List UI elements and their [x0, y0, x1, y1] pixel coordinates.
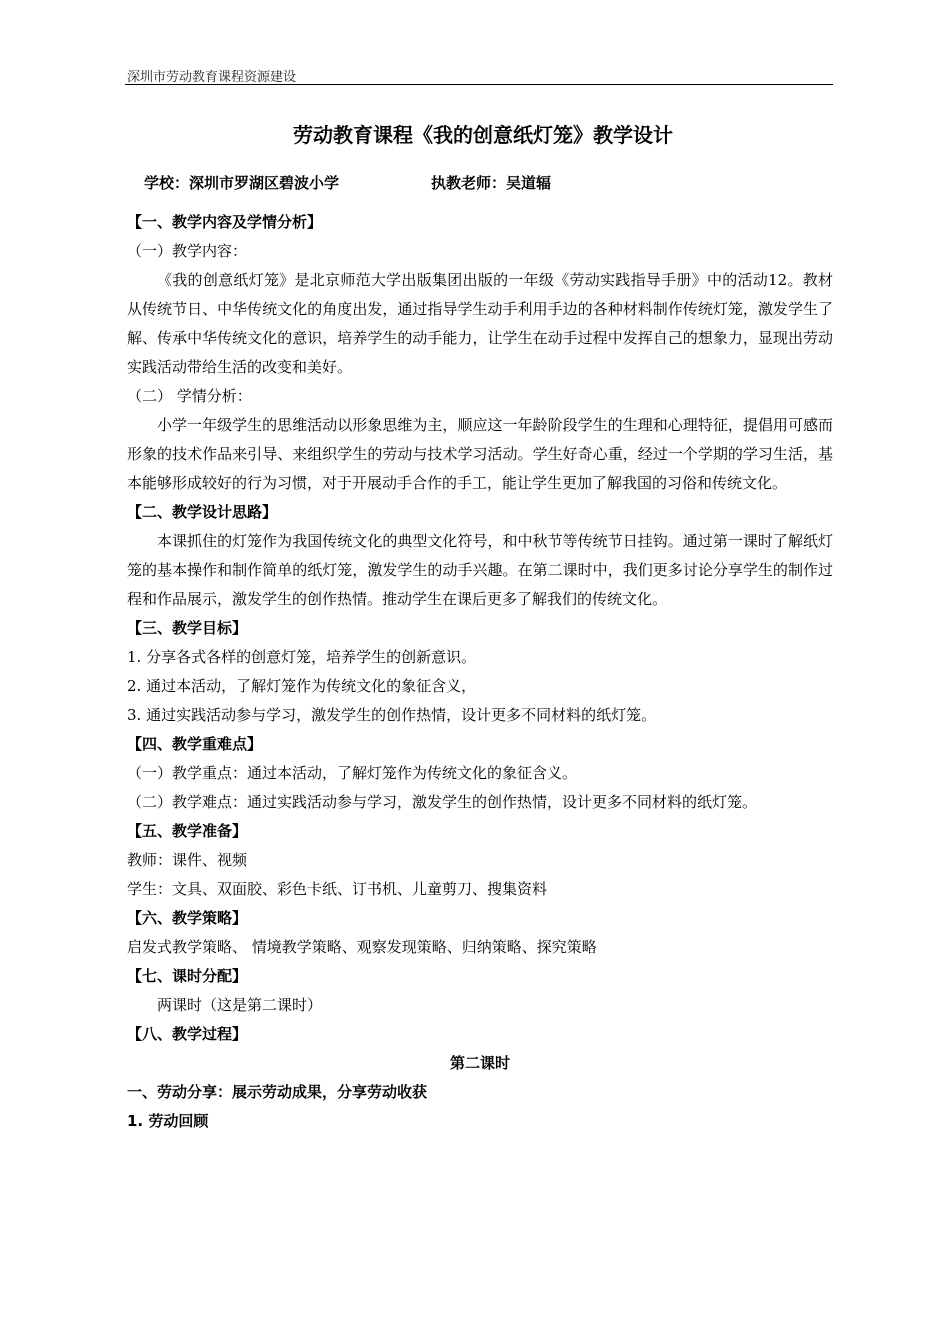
- student-preparation: 学生：文具、双面胶、彩色卡纸、订书机、儿童剪刀、搜集资料: [127, 880, 548, 898]
- key-point: （一）教学重点：通过本活动，了解灯笼作为传统文化的象征含义。: [127, 764, 578, 782]
- section-heading-key-points: 【四、教学重难点】: [127, 735, 263, 753]
- section-heading-content-analysis: 【一、教学内容及学情分析】: [127, 213, 323, 231]
- paragraph-schedule: 两课时（这是第二课时）: [157, 996, 323, 1014]
- process-substep-heading: 1. 劳动回顾: [127, 1112, 209, 1130]
- paragraph-strategy: 启发式教学策略、 情境教学策略、观察发现策略、归纳策略、探究策略: [127, 938, 597, 956]
- teacher-name: 执教老师：吴道辐: [431, 174, 552, 192]
- document-title: 劳动教育课程《我的创意纸灯笼》教学设计: [293, 123, 673, 147]
- section-heading-objectives: 【三、教学目标】: [127, 619, 248, 637]
- header-divider: [125, 84, 833, 85]
- difficult-point: （二）教学难点：通过实践活动参与学习，激发学生的创作热情，设计更多不同材料的纸灯笼。: [127, 793, 758, 811]
- process-step-heading: 一、劳动分享：展示劳动成果，分享劳动收获: [127, 1083, 428, 1101]
- section-heading-strategy: 【六、教学策略】: [127, 909, 248, 927]
- document-meta: [127, 172, 833, 194]
- objective-item: 3. 通过实践活动参与学习，激发学生的创作热情，设计更多不同材料的纸灯笼。: [127, 706, 657, 724]
- subheading-teaching-content: （一）教学内容：: [127, 242, 248, 260]
- objective-item: 2. 通过本活动，了解灯笼作为传统文化的象征含义，: [127, 677, 477, 695]
- objective-item: 1. 分享各式各样的创意灯笼，培养学生的创新意识。: [127, 648, 477, 666]
- school-name: 学校：深圳市罗湖区碧波小学: [144, 174, 340, 192]
- subheading-student-analysis: （二） 学情分析：: [127, 387, 252, 405]
- teacher-preparation: 教师：课件、视频: [127, 851, 248, 869]
- section-heading-design-idea: 【二、教学设计思路】: [127, 503, 278, 521]
- paragraph-design-idea: 本课抓住的灯笼作为我国传统文化的典型文化符号，和中秋节等传统节日挂钩。通过第一课时了解纸灯笼的基本操作和制作简单的纸灯笼，激发学生的动手兴趣。在第二课时中，我们更多讨论分享学生的制作过程和作品展示，激发学生的创作热情。推动学生在课后更多了解我们的传统文化。: [127, 532, 833, 608]
- page-header: 深圳市劳动教育课程资源建设: [127, 70, 297, 85]
- section-heading-process: 【八、教学过程】: [127, 1025, 248, 1043]
- document-body: [127, 120, 833, 1136]
- paragraph-student-analysis: 小学一年级学生的思维活动以形象思维为主，顺应这一年龄阶段学生的生理和心理特征，提倡用可感而形象的技术作品来引导、来组织学生的劳动与技术学习活动。学生好奇心重，经过一个学期的学习生活，基本能够形成较好的行为习惯，对于开展动手合作的手工，能让学生更加了解我国的习俗和传统文化。: [127, 416, 833, 492]
- lesson-title: 第二课时: [449, 1054, 510, 1072]
- paragraph-teaching-content: 《我的创意纸灯笼》是北京师范大学出版集团出版的一年级《劳动实践指导手册》中的活动12。教材从传统节日、中华传统文化的角度出发，通过指导学生动手利用手边的各种材料制作传统灯笼，激发学生了解、传承中华传统文化的意识，培养学生的动手能力，让学生在动手过程中发挥自己的想象力，显现出劳动实践活动带给生活的改变和美好。: [127, 271, 833, 376]
- section-heading-preparation: 【五、教学准备】: [127, 822, 248, 840]
- section-heading-schedule: 【七、课时分配】: [127, 967, 248, 985]
